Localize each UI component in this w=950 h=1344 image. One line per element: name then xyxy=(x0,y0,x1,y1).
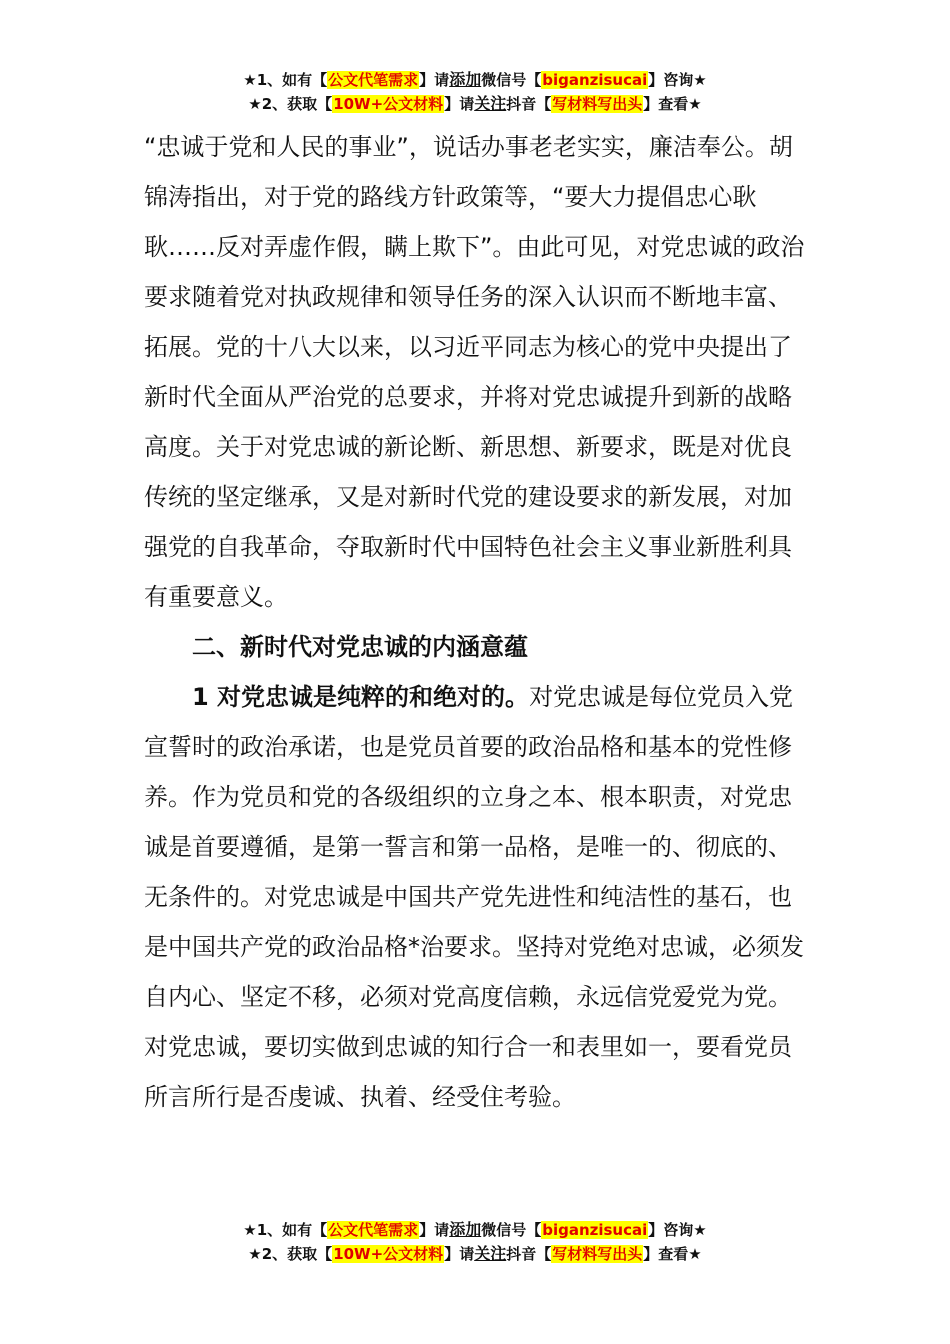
banner-highlight: 公文代笔需求 xyxy=(328,1221,419,1239)
banner-underline: 关注 xyxy=(474,94,507,113)
banner-underline: 添加 xyxy=(449,70,482,89)
banner-douyin-id: 写材料写出头 xyxy=(552,1245,643,1263)
paragraph-2 xyxy=(144,672,814,1122)
banner-text: 】请 xyxy=(419,1221,450,1239)
banner-text: 】咨询★ xyxy=(648,71,707,89)
banner-douyin-id: 写材料写出头 xyxy=(552,95,643,113)
banner-line-1 xyxy=(0,1218,950,1242)
banner-wechat-id: biganzisucai xyxy=(542,71,648,89)
footer-banner xyxy=(0,1218,950,1266)
banner-text: 微信号【 xyxy=(481,1221,542,1239)
paragraph-2-text: 对党忠诚是每位党员入党宣誓时的政治承诺，也是党员首要的政治品格和基本的党性修养。作为党员和党的各级组织的立身之本、根本职责，对党忠诚是首要遵循，是第一誓言和第一品格，是唯一的、彻底的、无条件的。对党忠诚是中国共产党先进性和纯洁性的基石，也是中国共产党的政治品格*治要求。坚持对党绝对忠诚，必须发自内心、坚定不移，必须对党高度信赖，永远信党爱党为党。对党忠诚，要切实做到忠诚的知行合一和表里如一，要看党员所言所行是否虔诚、执着、经受住考验。 xyxy=(144,683,804,1111)
document-body xyxy=(144,122,814,1122)
banner-wechat-id: biganzisucai xyxy=(542,1221,648,1239)
banner-line-1 xyxy=(0,68,950,92)
paragraph-2-lead: 1 对党忠诚是纯粹的和绝对的。 xyxy=(192,683,530,711)
banner-highlight: 10W+公文材料 xyxy=(333,1245,444,1263)
banner-underline: 关注 xyxy=(474,1244,507,1263)
banner-underline: 添加 xyxy=(449,1220,482,1239)
banner-text: 】查看★ xyxy=(643,95,702,113)
banner-text: 】咨询★ xyxy=(648,1221,707,1239)
paragraph-1: “忠诚于党和人民的事业”，说话办事老老实实，廉洁奉公。胡锦涛指出，对于党的路线方针政策等，“要大力提倡忠心耿耿……反对弄虚作假，瞒上欺下”。由此可见，对党忠诚的政治要求随着党对执政规律和领导任务的深入认识而不断地丰富、拓展。党的十八大以来，以习近平同志为核心的党中央提出了新时代全面从严治党的总要求，并将对党忠诚提升到新的战略高度。关于对党忠诚的新论断、新思想、新要求，既是对优良传统的坚定继承，又是对新时代党的建设要求的新发展，对加强党的自我革命，夺取新时代中国特色社会主义事业新胜利具有重要意义。 xyxy=(144,133,805,611)
banner-text: 】查看★ xyxy=(643,1245,702,1263)
banner-line-2 xyxy=(0,92,950,116)
banner-text: 】请 xyxy=(444,1245,475,1263)
banner-text: 抖音【 xyxy=(506,95,552,113)
banner-text: ★2、获取【 xyxy=(248,95,333,113)
banner-highlight: 10W+公文材料 xyxy=(333,95,444,113)
section-heading: 二、新时代对党忠诚的内涵意蕴 xyxy=(192,633,528,661)
banner-text: 】请 xyxy=(419,71,450,89)
banner-text: ★1、如有【 xyxy=(243,1221,328,1239)
header-banner xyxy=(0,68,950,116)
banner-text: 微信号【 xyxy=(481,71,542,89)
banner-highlight: 公文代笔需求 xyxy=(328,71,419,89)
banner-line-2 xyxy=(0,1242,950,1266)
banner-text: ★1、如有【 xyxy=(243,71,328,89)
banner-text: ★2、获取【 xyxy=(248,1245,333,1263)
banner-text: 抖音【 xyxy=(506,1245,552,1263)
banner-text: 】请 xyxy=(444,95,475,113)
